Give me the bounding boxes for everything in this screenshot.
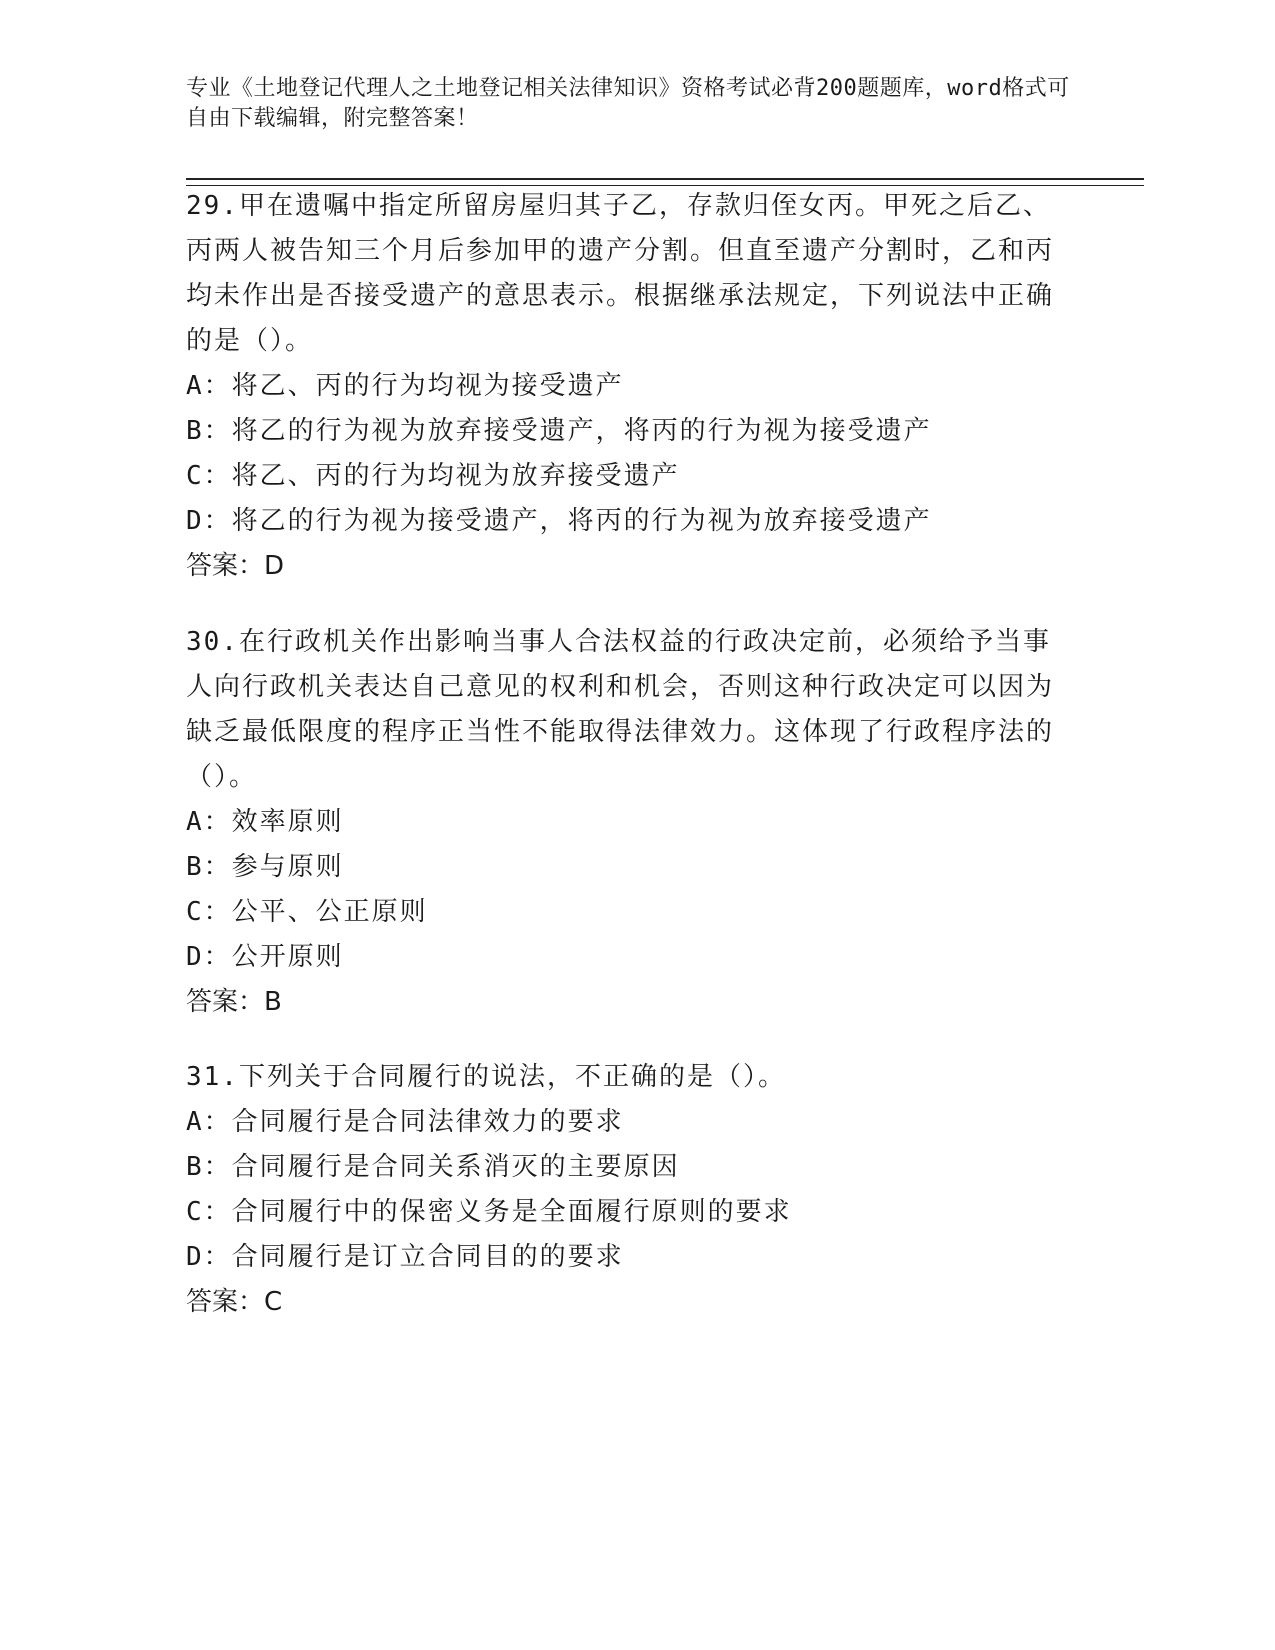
option-a: A：合同履行是合同法律效力的要求 xyxy=(186,1107,624,1137)
question-stem: 31.下列关于合同履行的说法，不正确的是（）。 xyxy=(186,1062,786,1092)
document-header: 专业《土地登记代理人之土地登记相关法律知识》资格考试必背200题题库，word格式可自由下载编辑，附完整答案！ xyxy=(186,76,1070,131)
option-d: D：合同履行是订立合同目的的要求 xyxy=(186,1242,624,1272)
answer: 答案：C xyxy=(186,1287,283,1317)
option-a: A：将乙、丙的行为均视为接受遗产 xyxy=(186,371,624,401)
option-d: D：将乙的行为视为接受遗产，将丙的行为视为放弃接受遗产 xyxy=(186,506,932,536)
option-c: C：将乙、丙的行为均视为放弃接受遗产 xyxy=(186,461,680,491)
option-b: B：合同履行是合同关系消灭的主要原因 xyxy=(186,1152,680,1182)
answer: 答案：B xyxy=(186,987,282,1017)
question-29 xyxy=(186,184,1066,589)
answer: 答案：D xyxy=(186,551,285,581)
option-b: B：将乙的行为视为放弃接受遗产，将丙的行为视为接受遗产 xyxy=(186,416,932,446)
question-30 xyxy=(186,620,1066,1025)
question-31 xyxy=(186,1055,1066,1325)
option-c: C：公平、公正原则 xyxy=(186,897,428,927)
question-stem: 29.甲在遗嘱中指定所留房屋归其子乙，存款归侄女丙。甲死之后乙、丙两人被告知三个月后参加甲的遗产分割。但直至遗产分割时，乙和丙均未作出是否接受遗产的意思表示。根据继承法规定，下列说法中正确的是（）。 xyxy=(186,191,1055,356)
option-c: C：合同履行中的保密义务是全面履行原则的要求 xyxy=(186,1197,792,1227)
option-d: D：公开原则 xyxy=(186,942,344,972)
option-b: B：参与原则 xyxy=(186,852,344,882)
question-stem: 30.在行政机关作出影响当事人合法权益的行政决定前，必须给予当事人向行政机关表达自己意见的权利和机会，否则这种行政决定可以因为缺乏最低限度的程序正当性不能取得法律效力。这体现了行政程序法的（）。 xyxy=(186,627,1055,792)
option-a: A：效率原则 xyxy=(186,807,344,837)
